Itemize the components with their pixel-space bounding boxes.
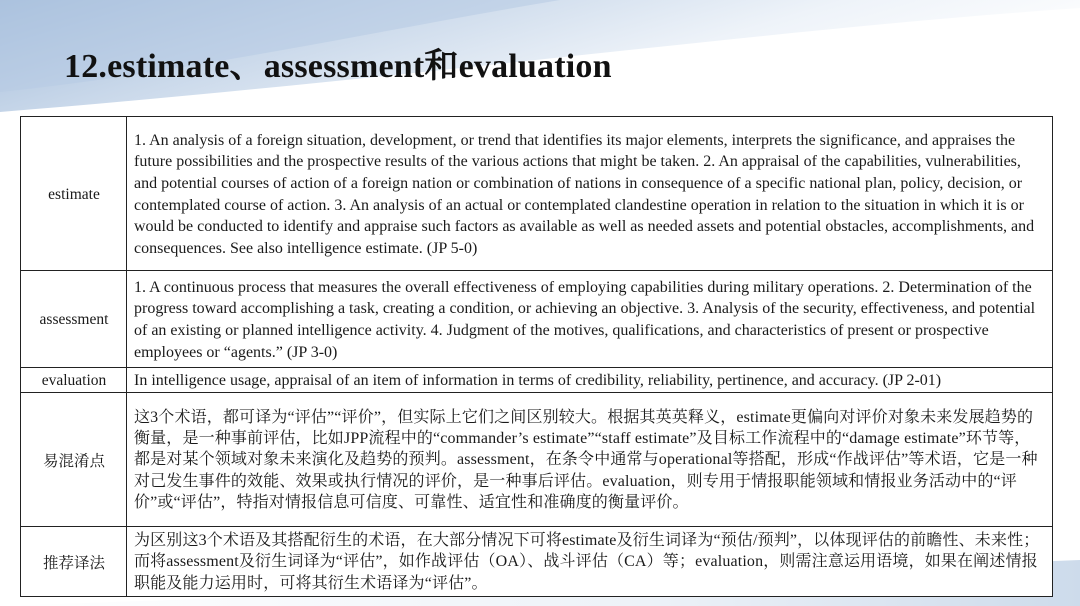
definition-cell: In intelligence usage, appraisal of an item of information in terms of credibility, reliability, pertinence, and accuracy. (JP 2-01) [127,368,1053,393]
definition-cell: 为区别这3个术语及其搭配衍生的术语，在大部分情况下可将estimate及衍生词译为“预估/预判”，以体现评估的前瞻性、未来性；而将assessment及衍生词译为“评估”，如作战评估（OA）、战斗评估（CA）等；evaluation，则需注意运用语境，如果在阐述情报职能及能力运用时，可将其衍生术语译为“评估”。 [127,526,1053,596]
term-cell: 推荐译法 [21,526,127,596]
table-row [21,117,1053,271]
definition-cell: 这3个术语，都可译为“评估”“评价”，但实际上它们之间区别较大。根据其英英释义，estimate更偏向对评价对象未来发展趋势的衡量，是一种事前评估，比如JPP流程中的“commander’s estimate”“staff estimate”及目标工作流程中的“damage estimate”环节等，都是对某个领域对象未来演化及趋势的预判。assessment，在条令中通常与operational等搭配，形成“作战评估”等术语，它是一种对己发生事件的效能、效果或执行情况的评价，是一种事后评估。evaluation，则专用于情报职能领域和情报业务活动中的“评价”或“评估”，特指对情报信息可信度、可靠性、适宜性和准确度的衡量评价。 [127,392,1053,526]
term-cell: estimate [21,117,127,271]
table-row [21,392,1053,526]
table-row [21,368,1053,393]
term-cell: assessment [21,271,127,368]
slide-title: 12.estimate、assessment和evaluation [64,48,612,85]
term-cell: 易混淆点 [21,392,127,526]
definition-cell: 1. A continuous process that measures the overall effectiveness of employing capabilities during military operations. 2. Determination of the progress toward accomplishing a task, creating a condition, or achieving an objective. 3. Analysis of the security, effectiveness, and potential of an existing or planned intelligence activity. 4. Judgment of the motives, qualifications, and characteristics of present or prospective employees or “agents.” (JP 3-0) [127,271,1053,368]
term-cell: evaluation [21,368,127,393]
table-row [21,526,1053,596]
terms-table [20,116,1053,597]
table-row [21,271,1053,368]
definition-cell: 1. An analysis of a foreign situation, development, or trend that identifies its major elements, interprets the significance, and appraises the future possibilities and the prospective results of the various actions that might be taken. 2. An appraisal of the capabilities, vulnerabilities, and potential courses of action of a foreign nation or combination of nations in consequence of a specific national plan, policy, decision, or contemplated course of action. 3. An analysis of an actual or contemplated clandestine operation in relation to the situation in which it is or would be conducted to identify and appraise such factors as available as well as needed assets and potential obstacles, accomplishments, and consequences. See also intelligence estimate. (JP 5-0) [127,117,1053,271]
